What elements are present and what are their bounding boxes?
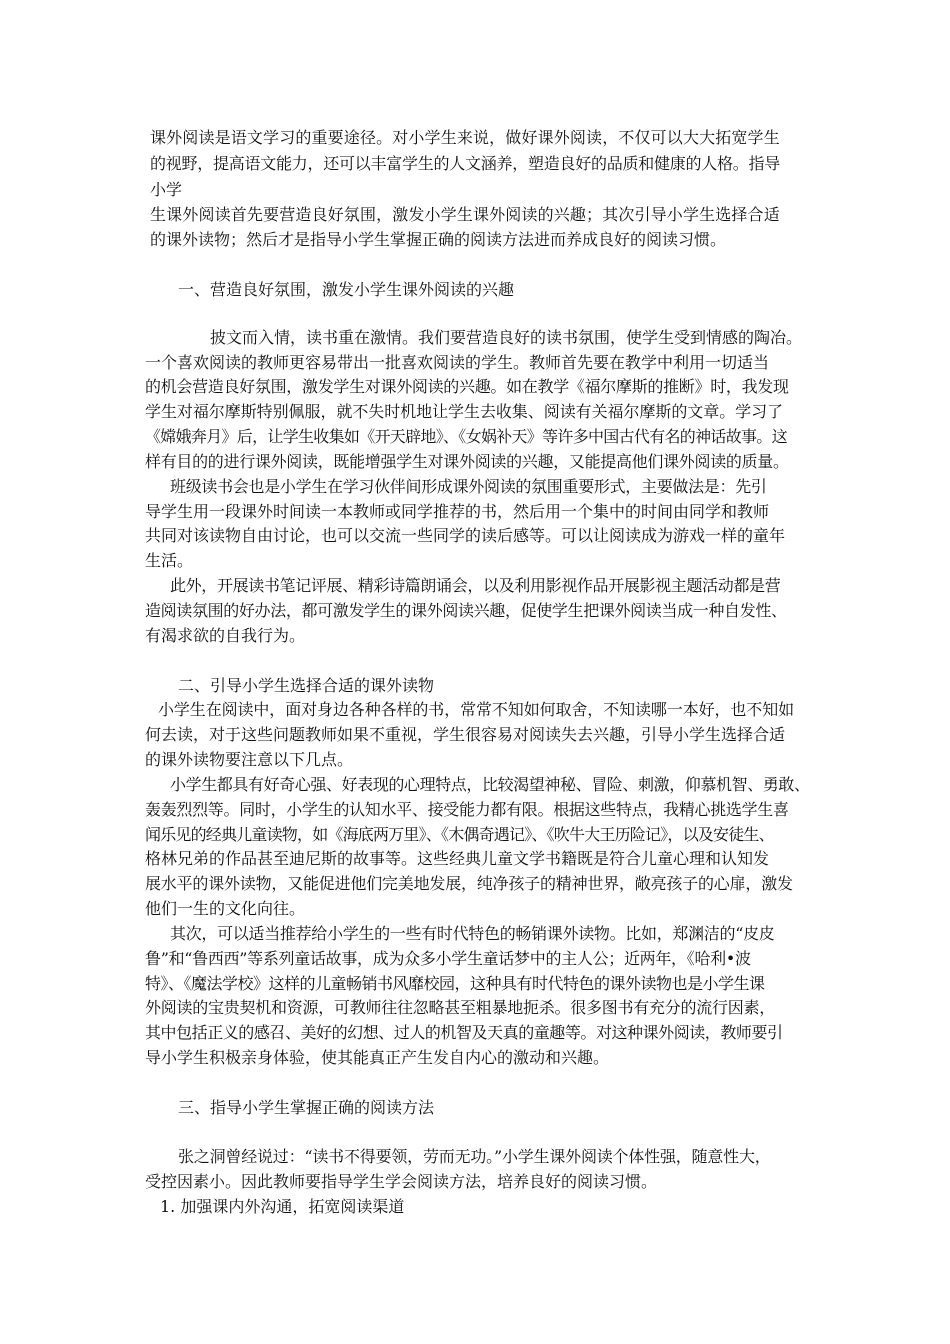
paragraph-line: 生活。 bbox=[145, 551, 194, 570]
paragraph-line: 外阅读的宝贵契机和资源，可教师往往忽略甚至粗暴地扼杀。很多图书有充分的流行因素， bbox=[145, 998, 776, 1017]
paragraph-line: 轰轰烈烈等。同时，小学生的认知水平、接受能力都有限。根据这些特点，我精心挑选学生喜 bbox=[145, 800, 789, 819]
paragraph-line: 《嫦娥奔月》后，让学生收集如《开天辟地》、《女娲补天》等许多中国古代有名的神话故事。这 bbox=[145, 427, 787, 446]
paragraph-line: 何去读，对于这些问题教师如果不重视，学生很容易对阅读失去兴趣，引导小学生选择合适 bbox=[145, 725, 786, 744]
paragraph-line: 张之洞曾经说过：“读书不得要领，劳而无功。”小学生课外阅读个体性强，随意性大， bbox=[178, 1147, 771, 1166]
paragraph-line: 小学生在阅读中，面对身边各种各样的书，常常不知如何取舍，不知读哪一本好，也不知如 bbox=[158, 700, 795, 719]
paragraph-line: 造阅读氛围的好办法，都可激发学生的课外阅读兴趣，促使学生把课外阅读当成一种自发性、 bbox=[145, 601, 787, 620]
paragraph-line: 闻乐见的经典儿童读物，如《海底两万里》、《木偶奇遇记》、《吹牛大王历险记》，以及安徒生、 bbox=[145, 825, 774, 844]
section-heading: 一、营造良好氛围，激发小学生课外阅读的兴趣 bbox=[178, 280, 515, 299]
paragraph-line: 披文而入情，读书重在激情。我们要营造良好的读书氛围，使学生受到情感的陶冶。 bbox=[210, 328, 803, 347]
intro-line: 小学 bbox=[150, 180, 183, 199]
paragraph-line: 1. 加强课内外沟通，拓宽阅读渠道 bbox=[160, 1197, 405, 1216]
paragraph-line: 学生对福尔摩斯特别佩服，就不失时机地让学生去收集、阅读有关福尔摩斯的文章。学习了 bbox=[145, 402, 784, 421]
paragraph-line: 的机会营造良好氛围，激发学生对课外阅读的兴趣。如在教学《福尔摩斯的推断》时，我发现 bbox=[145, 377, 789, 396]
intro-line: 的课外读物；然后才是指导小学生掌握正确的阅读方法进而养成良好的阅读习惯。 bbox=[150, 230, 727, 249]
paragraph-line: 鲁”和“鲁西西”等系列童话故事，成为众多小学生童话梦中的主人公；近两年，《哈利•波 bbox=[145, 949, 751, 968]
paragraph-line: 格林兄弟的作品甚至迪尼斯的故事等。这些经典儿童文学书籍既是符合儿童心理和认知发 bbox=[145, 849, 770, 868]
paragraph-line: 导小学生积极亲身体验，使其能真正产生发自内心的激动和兴趣。 bbox=[145, 1048, 610, 1067]
paragraph-line: 有渴求欲的自我行为。 bbox=[145, 626, 306, 645]
section-heading: 二、引导小学生选择合适的课外读物 bbox=[178, 676, 435, 695]
paragraph-line: 样有目的的进行课外阅读，既能增强学生对课外阅读的兴趣，又能提高他们课外阅读的质量。 bbox=[145, 452, 789, 471]
section-heading: 三、指导小学生掌握正确的阅读方法 bbox=[178, 1098, 435, 1117]
paragraph-line: 特》、《魔法学校》这样的儿童畅销书风靡校园，这种具有时代特色的课外读物也是小学生课 bbox=[145, 974, 765, 993]
paragraph-line: 他们一生的文化向往。 bbox=[145, 899, 306, 918]
paragraph-line: 其中包括正义的感召、美好的幻想、过人的机智及天真的童趣等。对这种课外阅读，教师要引 bbox=[145, 1023, 783, 1042]
paragraph-line: 此外，开展读书笔记评展、精彩诗篇朗诵会，以及利用影视作品开展影视主题活动都是营 bbox=[170, 576, 781, 595]
intro-line: 课外阅读是语文学习的重要途径。对小学生来说，做好课外阅读，不仅可以大大拓宽学生 bbox=[150, 128, 780, 147]
intro-line: 的视野，提高语文能力，还可以丰富学生的人文涵养，塑造良好的品质和健康的人格。指导 bbox=[150, 154, 781, 173]
paragraph-line: 一个喜欢阅读的教师更容易带出一批喜欢阅读的学生。教师首先要在教学中利用一切适当 bbox=[145, 353, 770, 372]
paragraph-line: 小学生都具有好奇心强、好表现的心理特点，比较渴望神秘、冒险、刺激，仰慕机智、勇敢、 bbox=[170, 775, 810, 794]
paragraph-line: 导学生用一段课外时间读一本教师或同学推荐的书，然后用一个集中的时间由同学和教师 bbox=[145, 502, 770, 521]
paragraph-line: 班级读书会也是小学生在学习伙伴间形成课外阅读的氛围重要形式，主要做法是：先引 bbox=[170, 477, 767, 496]
paragraph-line: 其次，可以适当推荐给小学生的一些有时代特色的畅销课外读物。比如，郑渊洁的“皮皮 bbox=[170, 924, 775, 943]
paragraph-line: 受控因素小。因此教师要指导学生学会阅读方法，培养良好的阅读习惯。 bbox=[145, 1172, 658, 1191]
paragraph-line: 共同对该读物自由讨论，也可以交流一些同学的读后感等。可以让阅读成为游戏一样的童年 bbox=[145, 526, 786, 545]
paragraph-line: 的课外读物要注意以下几点。 bbox=[145, 750, 354, 769]
intro-line: 生课外阅读首先要营造良好氛围，激发小学生课外阅读的兴趣；其次引导小学生选择合适 bbox=[150, 205, 780, 224]
paragraph-line: 展水平的课外读物，又能促进他们完美地发展，纯净孩子的精神世界，敞亮孩子的心扉，激发 bbox=[145, 874, 793, 893]
